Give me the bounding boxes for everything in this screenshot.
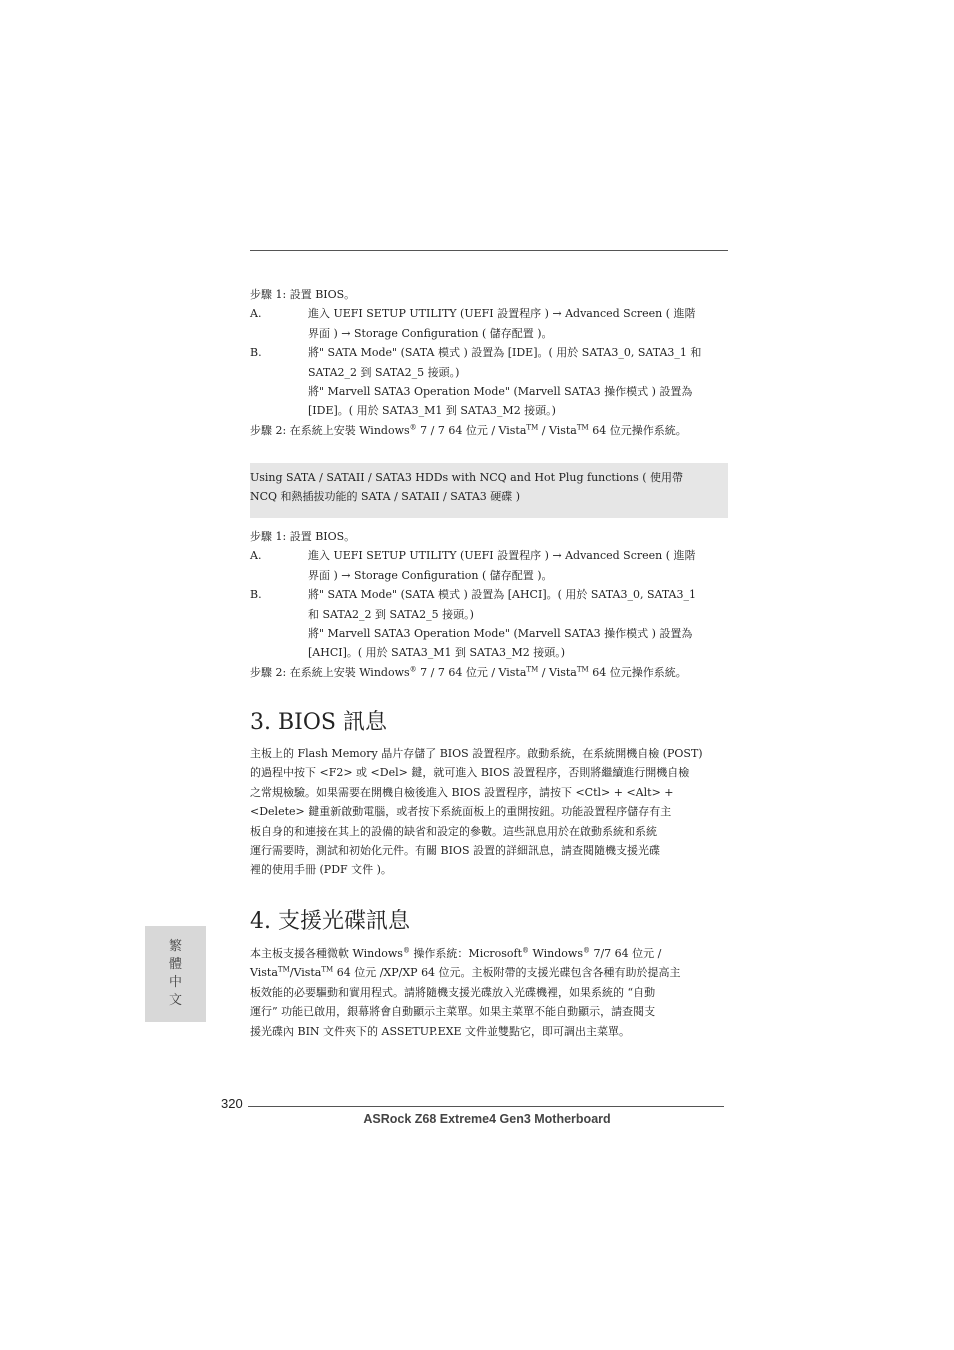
paragraph-line: 運行” 功能已啟用，銀幕將會自動顯示主菜單。如果主菜單不能自動顯示，請查閱支: [250, 1005, 656, 1019]
step2-mid1: 7 / 7 64 位元 / Vista: [416, 665, 527, 679]
ncq-heading-line2: NCQ 和熱插拔功能的 SATA / SATAII / SATA3 硬碟 ): [250, 490, 521, 504]
registered-mark: ®: [409, 665, 417, 674]
paragraph-line: [250, 944, 728, 963]
language-tab-label: 繁體中文: [168, 939, 182, 1008]
language-side-tab: [145, 926, 206, 1022]
line2-end: 64 位元 /XP/XP 64 位元。主板附帶的支援光碟包含各種有助於提高主: [333, 966, 681, 980]
step-b-label: B.: [250, 588, 262, 602]
registered-mark: ®: [522, 946, 530, 955]
trademark-mark: TM: [576, 665, 589, 674]
step-b-line1: 將" SATA Mode" (SATA 模式 ) 設置為 [IDE]。( 用於 SATA3_0, SATA3_1 和: [308, 346, 702, 360]
ncq-heading-line1: Using SATA / SATAII / SATA3 HDDs with NCQ and Hot Plug functions ( 使用帶: [250, 471, 684, 484]
registered-mark: ®: [402, 946, 410, 955]
step-b-line3: 將" Marvell SATA3 Operation Mode" (Marvell SATA3 操作模式 ) 設置為: [308, 627, 693, 641]
step2-mid1: 7 / 7 64 位元 / Vista: [416, 423, 527, 437]
step2-mid2: / Vista: [538, 423, 577, 437]
step-b-line4: [AHCI]。( 用於 SATA3_M1 到 SATA3_M2 接頭。): [308, 646, 566, 660]
trademark-mark: TM: [526, 665, 539, 674]
bios-info-paragraph: [250, 744, 728, 880]
ide-setup-section: [250, 285, 728, 440]
step-a-line2: 界面 ) → Storage Configuration ( 儲存配置 )。: [308, 568, 553, 582]
step-a-label: A.: [250, 549, 262, 563]
line1-mid: 操作系統：Microsoft: [409, 947, 523, 960]
line1-mid2: Windows: [529, 947, 583, 960]
paragraph-line: 運行需要時，測試和初始化元件。有關 BIOS 設置的詳細訊息，請查閱隨機支援光碟: [250, 844, 660, 858]
step-a-label: A.: [250, 307, 262, 321]
paragraph-line: 板效能的必要驅動和實用程式。請將隨機支援光碟放入光碟機裡，如果系統的 “自動: [250, 985, 656, 999]
step-a: [250, 304, 728, 323]
step2-mid2: / Vista: [538, 665, 577, 679]
step-b-label: B.: [250, 346, 262, 360]
step2-pre: 步驟 2: 在系統上安裝 Windows: [250, 665, 410, 679]
step2-end: 64 位元操作系統。: [588, 423, 687, 437]
step-b-line2: SATA2_2 到 SATA2_5 接頭。): [308, 365, 460, 379]
step2-text: [250, 421, 728, 440]
registered-mark: ®: [409, 423, 417, 432]
step-b-line2: 和 SATA2_2 到 SATA2_5 接頭。): [308, 607, 474, 621]
step1-text: 步驟 1: 設置 BIOS。: [250, 530, 356, 543]
line1-pre: 本主板支援各種微軟 Windows: [250, 947, 403, 960]
paragraph-line: 板自身的和連接在其上的設備的缺省和設定的參數。這些訊息用於在啟動系統和系統: [250, 824, 657, 838]
paragraph-line: 的過程中按下 <F2> 或 <Del> 鍵，就可進入 BIOS 設置程序，否則將繼續進行開機自檢: [250, 766, 690, 780]
step-b-line3: 將" Marvell SATA3 Operation Mode" (Marvell SATA3 操作模式 ) 設置為: [308, 385, 693, 399]
line2-mid: /Vista: [289, 966, 322, 980]
step-b-line1: 將" SATA Mode" (SATA 模式 ) 設置為 [AHCI]。( 用於 SATA3_0, SATA3_1: [308, 588, 696, 602]
step2-pre: 步驟 2: 在系統上安裝 Windows: [250, 423, 410, 437]
step2-text: [250, 663, 728, 682]
step-b: [250, 343, 728, 362]
support-cd-heading: 4. 支援光碟訊息: [250, 909, 410, 934]
step-a-line1: 進入 UEFI SETUP UTILITY (UEFI 設置程序 ) → Advanced Screen ( 進階: [308, 549, 696, 563]
paragraph-line: 裡的使用手冊 (PDF 文件 )。: [250, 863, 392, 877]
line1-end: 7/7 64 位元 /: [589, 947, 662, 960]
top-rule: [250, 250, 728, 251]
step-b-line4: [IDE]。( 用於 SATA3_M1 到 SATA3_M2 接頭。): [308, 404, 556, 418]
step-a-line2: 界面 ) → Storage Configuration ( 儲存配置 )。: [308, 326, 553, 340]
step-a-line1: 進入 UEFI SETUP UTILITY (UEFI 設置程序 ) → Advanced Screen ( 進階: [308, 307, 696, 321]
step2-end: 64 位元操作系統。: [588, 665, 687, 679]
support-cd-paragraph: [250, 944, 728, 1041]
paragraph-line: 援光碟內 BIN 文件夾下的 ASSETUP.EXE 文件並雙點它，即可調出主菜單。: [250, 1024, 631, 1038]
footer-rule: [248, 1106, 724, 1107]
paragraph-line: 之常規檢驗。如果需要在開機自檢後進入 BIOS 設置程序，請按下 <Ctl> + <Alt> +: [250, 785, 674, 799]
ncq-heading-text: [250, 468, 728, 507]
registered-mark: ®: [582, 946, 590, 955]
step-b: [250, 585, 728, 604]
trademark-mark: TM: [576, 423, 589, 432]
step-a: [250, 546, 728, 565]
paragraph-line: [250, 963, 728, 982]
trademark-mark: TM: [526, 423, 539, 432]
ahci-setup-section: [250, 527, 728, 682]
page-number: 320: [221, 1096, 243, 1111]
paragraph-line: 主板上的 Flash Memory 晶片存儲了 BIOS 設置程序。啟動系統，在系統開機自檢 (POST): [250, 747, 703, 760]
paragraph-line: <Delete> 鍵重新啟動電腦，或者按下系統面板上的重開按鈕。功能設置程序儲存有主: [250, 805, 672, 819]
line2-pre: Vista: [250, 966, 278, 980]
step1-text: 步驟 1: 設置 BIOS。: [250, 288, 356, 301]
bios-info-heading: 3. BIOS 訊息: [250, 710, 387, 735]
trademark-mark: TM: [277, 965, 290, 974]
footer-title: ASRock Z68 Extreme4 Gen3 Motherboard: [363, 1112, 611, 1126]
trademark-mark: TM: [321, 965, 334, 974]
